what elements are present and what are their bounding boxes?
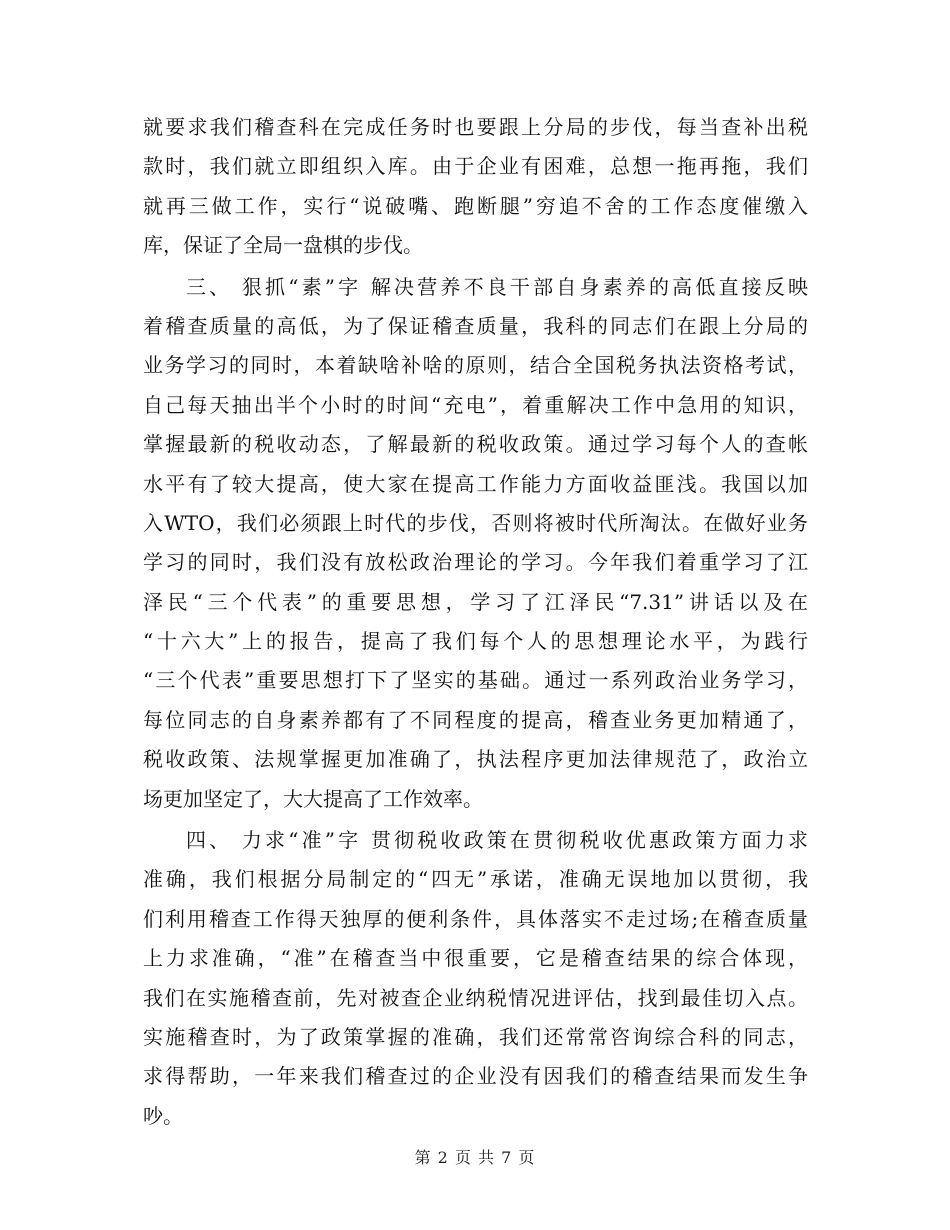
text-line: 泽民“三个代表”的重要思想，学习了江泽民“7.31”讲话以及在 [143, 589, 808, 614]
paragraph [143, 108, 808, 266]
text-line: 就要求我们稽查科在完成任务时也要跟上分局的步伐，每当查补出税 [143, 115, 808, 139]
text-line: 着稽查质量的高低，为了保证稽查质量，我科的同志们在跟上分局的 [143, 313, 808, 338]
text-line: 我们在实施稽查前，先对被查企业纳税情况进评估，找到最佳切入点。 [143, 985, 808, 1010]
text-line: 吵。 [143, 1103, 183, 1128]
document-body [143, 108, 808, 1136]
text-line: 掌握最新的税收动态，了解最新的税收政策。通过学习每个人的查帐 [143, 432, 808, 457]
text-line: 准确，我们根据分局制定的“四无”承诺，准确无误地加以贯彻，我 [143, 867, 808, 892]
paragraph [143, 268, 808, 819]
text-line: 税收政策、法规掌握更加准确了，执法程序更加法律规范了，政治立 [143, 747, 808, 772]
text-line: 上力求准确，“准”在稽查当中很重要，它是稽查结果的综合体现， [143, 946, 808, 971]
text-line: 就再三做工作，实行“说破嘴、跑断腿”穷追不舍的工作态度催缴入 [143, 193, 808, 218]
text-line: 场更加坚定了，大大提高了工作效率。 [143, 786, 483, 811]
text-line: 四、 力求“准”字 贯彻税收政策在贯彻税收优惠政策方面力求 [186, 828, 808, 853]
text-line: 款时，我们就立即组织入库。由于企业有困难，总想一拖再拖，我们 [143, 154, 808, 179]
text-line: “十六大”上的报告，提高了我们每个人的思想理论水平，为践行 [143, 629, 808, 654]
page-number-footer: 第 2 页 共 7 页 [414, 1148, 536, 1167]
text-line: 三、 狠抓“素”字 解决营养不良干部自身素养的高低直接反映 [186, 274, 808, 299]
text-line: “三个代表”重要思想打下了坚实的基础。通过一系列政治业务学习， [143, 668, 808, 693]
text-line: 库，保证了全局一盘棋的步伐。 [143, 233, 423, 258]
text-line: 们利用稽查工作得天独厚的便利条件，具体落实不走过场;在稽查质量 [143, 906, 808, 931]
text-line: 学习的同时，我们没有放松政治理论的学习。今年我们着重学习了江 [143, 550, 808, 575]
text-line: 实施稽查时，为了政策掌握的准确，我们还常常咨询综合科的同志， [143, 1024, 808, 1049]
text-line: 业务学习的同时，本着缺啥补啥的原则，结合全国税务执法资格考试， [143, 353, 808, 378]
paragraph [143, 821, 808, 1136]
text-line: 入WTO，我们必须跟上时代的步伐，否则将被时代所淘汰。在做好业务 [143, 510, 808, 535]
text-line: 求得帮助，一年来我们稽查过的企业没有因我们的稽查结果而发生争 [143, 1064, 808, 1089]
text-line: 自己每天抽出半个小时的时间“充电”，着重解决工作中急用的知识， [143, 392, 808, 417]
text-line: 每位同志的自身素养都有了不同程度的提高，稽查业务更加精通了， [143, 707, 808, 732]
text-line: 水平有了较大提高，使大家在提高工作能力方面收益匪浅。我国以加 [143, 471, 808, 496]
